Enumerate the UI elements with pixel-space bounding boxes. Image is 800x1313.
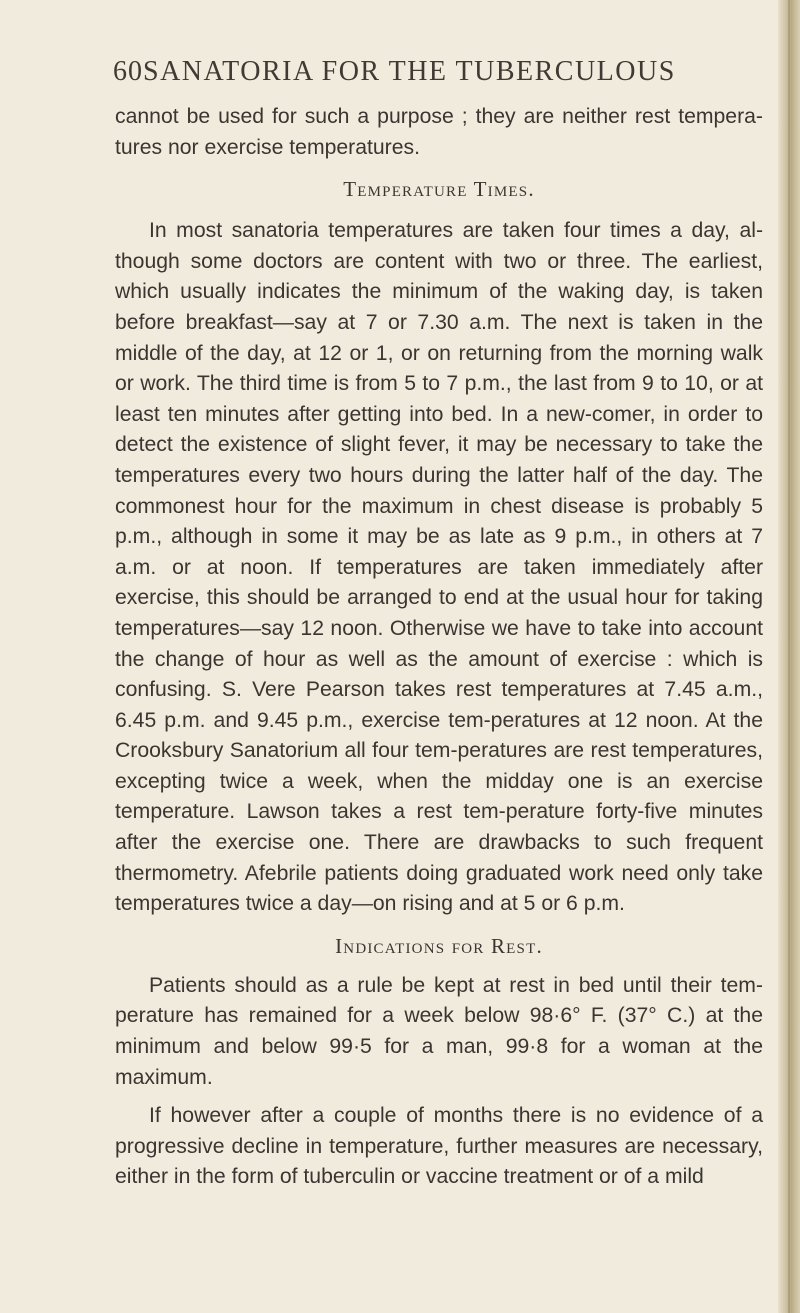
section-heading-temperature-times: Temperature Times. [343,177,535,202]
indications-paragraph-2: If however after a couple of months there is no evidence of a progressive decline in temperature, further measures are necessary, either in the form of tuberculin or vaccine treatment or of a mild [115,1104,763,1189]
indications-paragraph-1: Patients should as a rule be kept at rest in bed until their tem-perature has remained for a week below 98·6° F. (37° C.) at the minimum and below 99·5 for a man, 99·8 for a woman at the maximum. [115,973,763,1089]
running-head-title: SANATORIA FOR THE TUBERCULOUS [143,56,676,87]
page-edge-line [788,0,790,1313]
page-number: 60 [113,56,143,87]
section-heading-indications-for-rest: Indications for Rest. [335,933,543,958]
temperature-times-paragraph: In most sanatoria temperatures are taken four times a day, al-though some doctors are content with two or three. The earliest, which usually indicates the minimum of the waking day, is taken before breakfast—say at 7 or 7.30 a.m. The next is taken in the middle of the day, at 12 or 1, or on returning from the morning walk or work. The third time is from 5 to 7 p.m., the last from 9 to 10, or at least ten minutes after getting into bed. In a new-comer, in order to detect the existence of slight fever, it may be necessary to take the temperatures every two hours during the latter half of the day. The commonest hour for the maximum in chest disease is probably 5 p.m., although in some it may be as late as 9 p.m., in others at 7 a.m. or at noon. If temperatures are taken immediately after exercise, this should be arranged to end at the usual hour for taking temperatures—say 12 noon. Otherwise we have to take into account the change of hour as well as the amount of exercise : which is confusing. S. Vere Pearson takes rest temperatures at 7.45 a.m., 6.45 p.m. and 9.45 p.m., exercise tem-peratures at 12 noon. At the Crooksbury Sanatorium all four tem-peratures are rest temperatures, excepting twice a week, when the midday one is an exercise temperature. Lawson takes a rest tem-perature forty-five minutes after the exercise one. There are drawbacks to such frequent thermometry. Afebrile patients doing graduated work need only take temperatures twice a day—on rising and at 5 or 6 p.m. [115,219,763,916]
page-content [115,56,763,1193]
running-head [113,56,763,88]
intro-paragraph: cannot be used for such a purpose ; they are neither rest tempera-tures nor exercise temperatures. [115,105,763,159]
